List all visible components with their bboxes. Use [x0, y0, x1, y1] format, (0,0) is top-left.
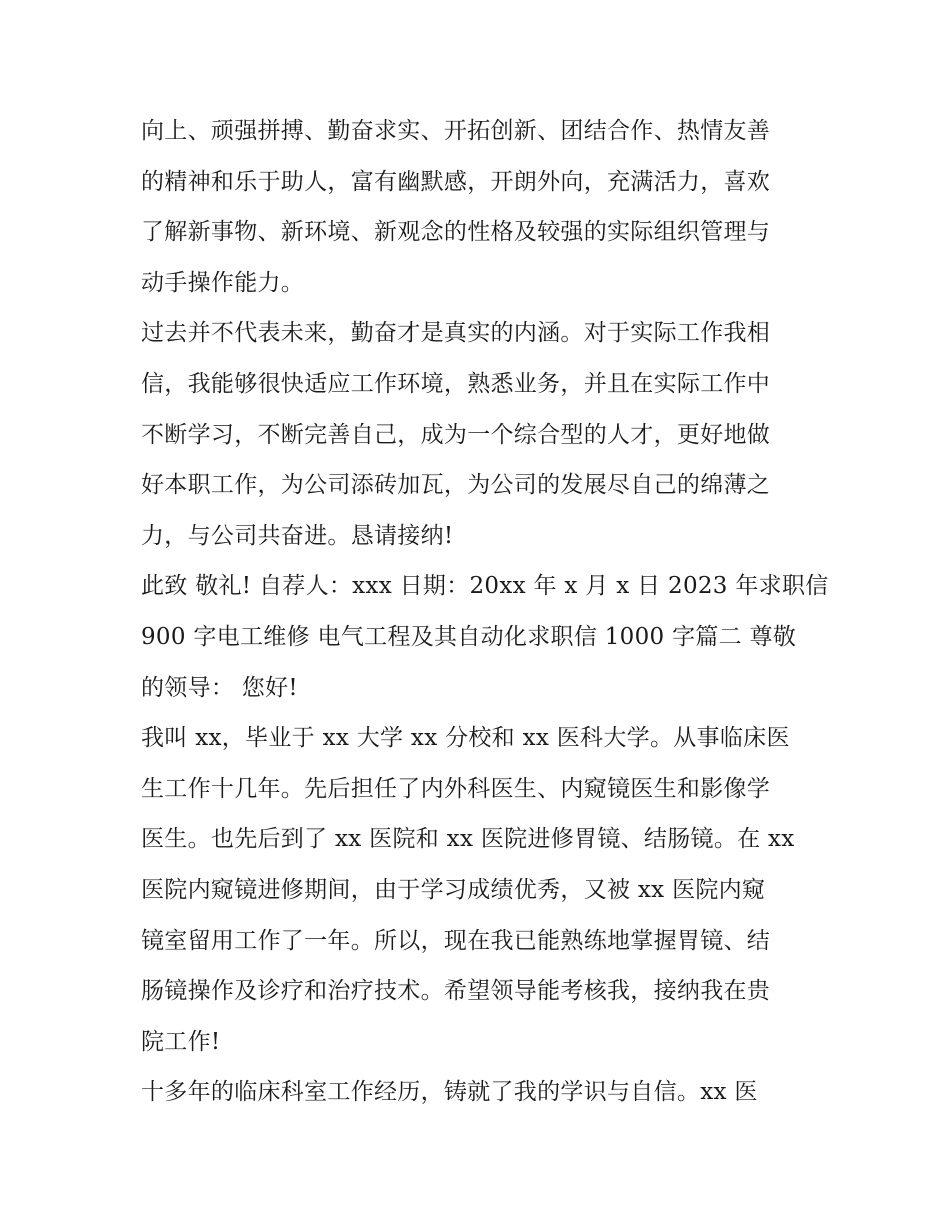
text-line: 向上、顽强拼搏、勤奋求实、开拓创新、团结合作、热情友善 — [141, 118, 771, 144]
text-line: 过去并不代表未来，勤奋才是真实的内涵。对于实际工作我相 — [141, 320, 771, 347]
text-line: 医院内窥镜进修期间，由于学习成绩优秀，又被 xx 医院内窥 — [141, 876, 766, 903]
text-line: 动手操作能力。 — [141, 269, 305, 296]
text-line: 力，与公司共奋进。恳请接纳! — [141, 522, 454, 549]
text-line: 信，我能够很快适应工作环境，熟悉业务，并且在实际工作中 — [141, 370, 771, 397]
text-line: 此致 敬礼! 自荐人：xxx 日期：20xx 年 x 月 x 日 2023 年求职信 — [141, 573, 829, 600]
text-line: 好本职工作，为公司添砖加瓦，为公司的发展尽自己的绵薄之 — [141, 472, 771, 499]
text-line: 不断学习，不断完善自己，成为一个综合型的人才，更好地做 — [141, 421, 771, 448]
text-line: 肠镜操作及诊疗和治疗技术。希望领导能考核我，接纳我在贵 — [141, 978, 771, 1005]
text-line: 生工作十几年。先后担任了内外科医生、内窥镜医生和影像学 — [141, 775, 771, 802]
text-line: 十多年的临床科室工作经历，铸就了我的学识与自信。xx 医 — [141, 1079, 758, 1106]
text-line: 医生。也先后到了 xx 医院和 xx 医院进修胃镜、结肠镜。在 xx — [141, 826, 795, 853]
text-line: 的精神和乐于助人，富有幽默感，开朗外向，充满活力，喜欢 — [141, 168, 771, 195]
text-line: 900 字电工维修 电气工程及其自动化求职信 1000 字篇二 尊敬 — [141, 623, 797, 650]
text-line: 院工作! — [141, 1028, 221, 1055]
text-line: 了解新事物、新环境、新观念的性格及较强的实际组织管理与 — [141, 219, 771, 246]
text-line: 我叫 xx，毕业于 xx 大学 xx 分校和 xx 医科大学。从事临床医 — [141, 725, 790, 752]
document-body — [141, 106, 829, 1118]
text-line: 的领导： 您好! — [141, 674, 298, 701]
text-line: 镜室留用工作了一年。所以，现在我已能熟练地掌握胃镜、结 — [141, 927, 771, 954]
